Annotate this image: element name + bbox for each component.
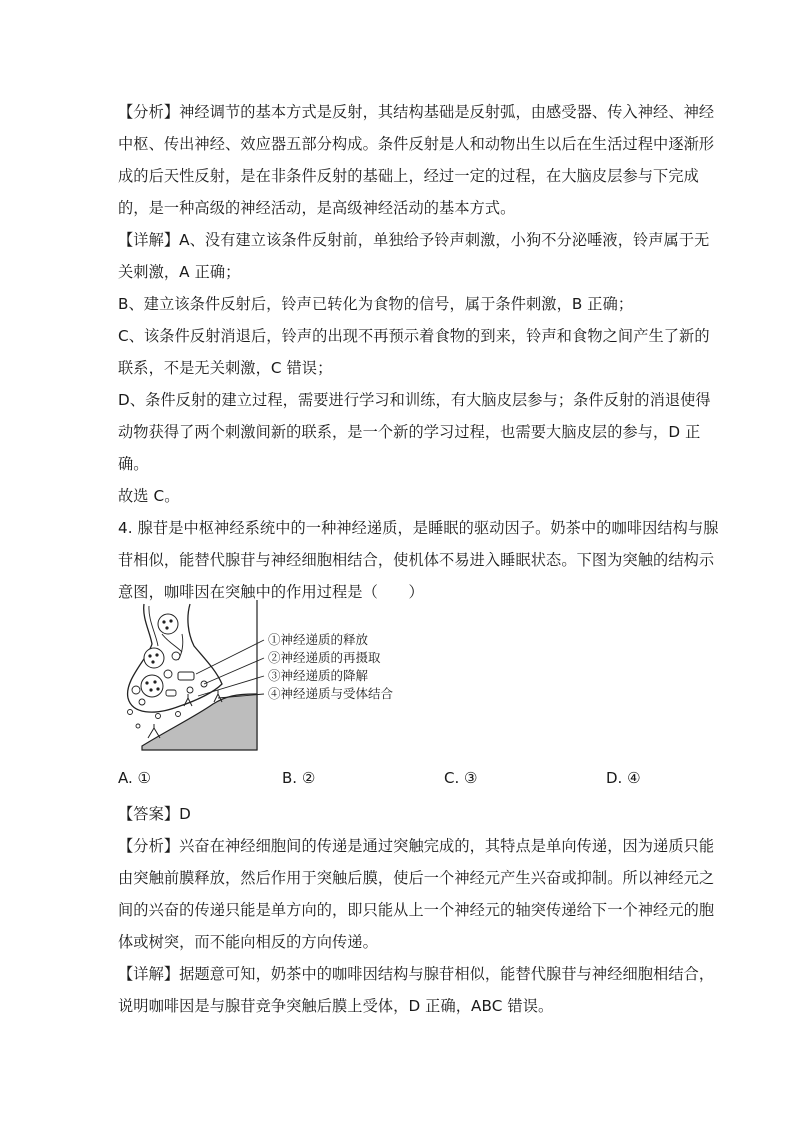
detail-line-5: 联系，不是无关刺激，C 错误； [118,359,333,377]
analysis-line-4: 的，是一种高级的神经活动，是高级神经活动的基本方式。 [118,199,516,217]
analysis-line-3: 成的后天性反射，是在非条件反射的基础上，经过一定的过程，在大脑皮层参与下完成 [118,167,699,185]
detail-line-4: C、该条件反射消退后，铃声的出现不再预示着食物的到来，铃声和食物之间产生了新的 [118,327,710,345]
option-a: A. ① [118,769,151,787]
diagram-label-3: ③神经递质的降解 [268,668,369,683]
diagram-label-1: ①神经递质的释放 [268,632,369,647]
detail-line-9: 故选 C。 [118,487,180,505]
question-line-3: 意图，咖啡因在突触中的作用过程是（ ） [118,583,424,601]
answer-analysis-line-2: 由突触前膜释放，然后作用于突触后膜，使后一个神经元产生兴奋或抑制。所以神经元之 [118,869,715,887]
answer-detail-line-1: 【详解】据题意可知，奶茶中的咖啡因结构与腺苷相似，能替代腺苷与神经细胞相结合， [118,965,715,983]
diagram-label-4: ④神经递质与受体结合 [268,686,394,701]
pointer-line-1 [196,640,264,674]
detail-line-2: 关刺激，A 正确； [118,263,241,281]
option-c: C. ③ [444,769,478,787]
synapse-diagram [118,598,418,758]
analysis-line-1: 【分析】神经调节的基本方式是反射，其结构基础是反射弧，由感受器、传入神经、神经 [118,103,715,121]
transporter [178,672,194,680]
receptor [148,724,160,738]
option-d: D. ④ [606,769,641,787]
receptor [214,690,222,702]
analysis-line-2: 中枢、传出神经、效应器五部分构成。条件反射是人和动物出生以后在生活过程中逐渐形 [118,135,715,153]
answer-analysis-line-3: 间的兴奋的传递只能是单方向的，即只能从上一个神经元的轴突传递给下一个神经元的胞 [118,901,715,919]
vesicle [141,675,163,697]
synapse-diagram-svg [118,598,418,758]
vesicle [158,614,178,634]
question-line-2: 苷相似，能替代腺苷与神经细胞相结合，使机体不易进入睡眠状态。下图为突触的结构示 [118,551,715,569]
diagram-label-2: ②神经递质的再摄取 [268,650,381,665]
question-line-1: 4. 腺苷是中枢神经系统中的一种神经递质，是睡眠的驱动因子。奶茶中的咖啡因结构与腺 [118,519,719,537]
vesicle [144,648,164,668]
answer-analysis-line-1: 【分析】兴奋在神经细胞间的传递是通过突触完成的，其特点是单向传递，因为递质只能 [118,837,715,855]
detail-line-6: D、条件反射的建立过程，需要进行学习和训练，有大脑皮层参与；条件反射的消退使得 [118,391,711,409]
answer-analysis-line-4: 体或树突，而不能向相反的方向传递。 [118,933,378,951]
detail-line-3: B、建立该条件反射后，铃声已转化为食物的信号，属于条件刺激，B 正确； [118,295,634,313]
detail-line-8: 确。 [118,455,149,473]
answer-detail-line-2: 说明咖啡因是与腺苷竞争突触后膜上受体，D 正确，ABC 错误。 [118,997,554,1015]
answer-line: 【答案】D [118,805,191,823]
option-b: B. ② [282,769,316,787]
detail-line-1: 【详解】A、没有建立该条件反射前，单独给予铃声刺激，小狗不分泌唾液，铃声属于无 [118,231,710,249]
detail-line-7: 动物获得了两个刺激间新的联系，是一个新的学习过程，也需要大脑皮层的参与，D 正 [118,423,701,441]
